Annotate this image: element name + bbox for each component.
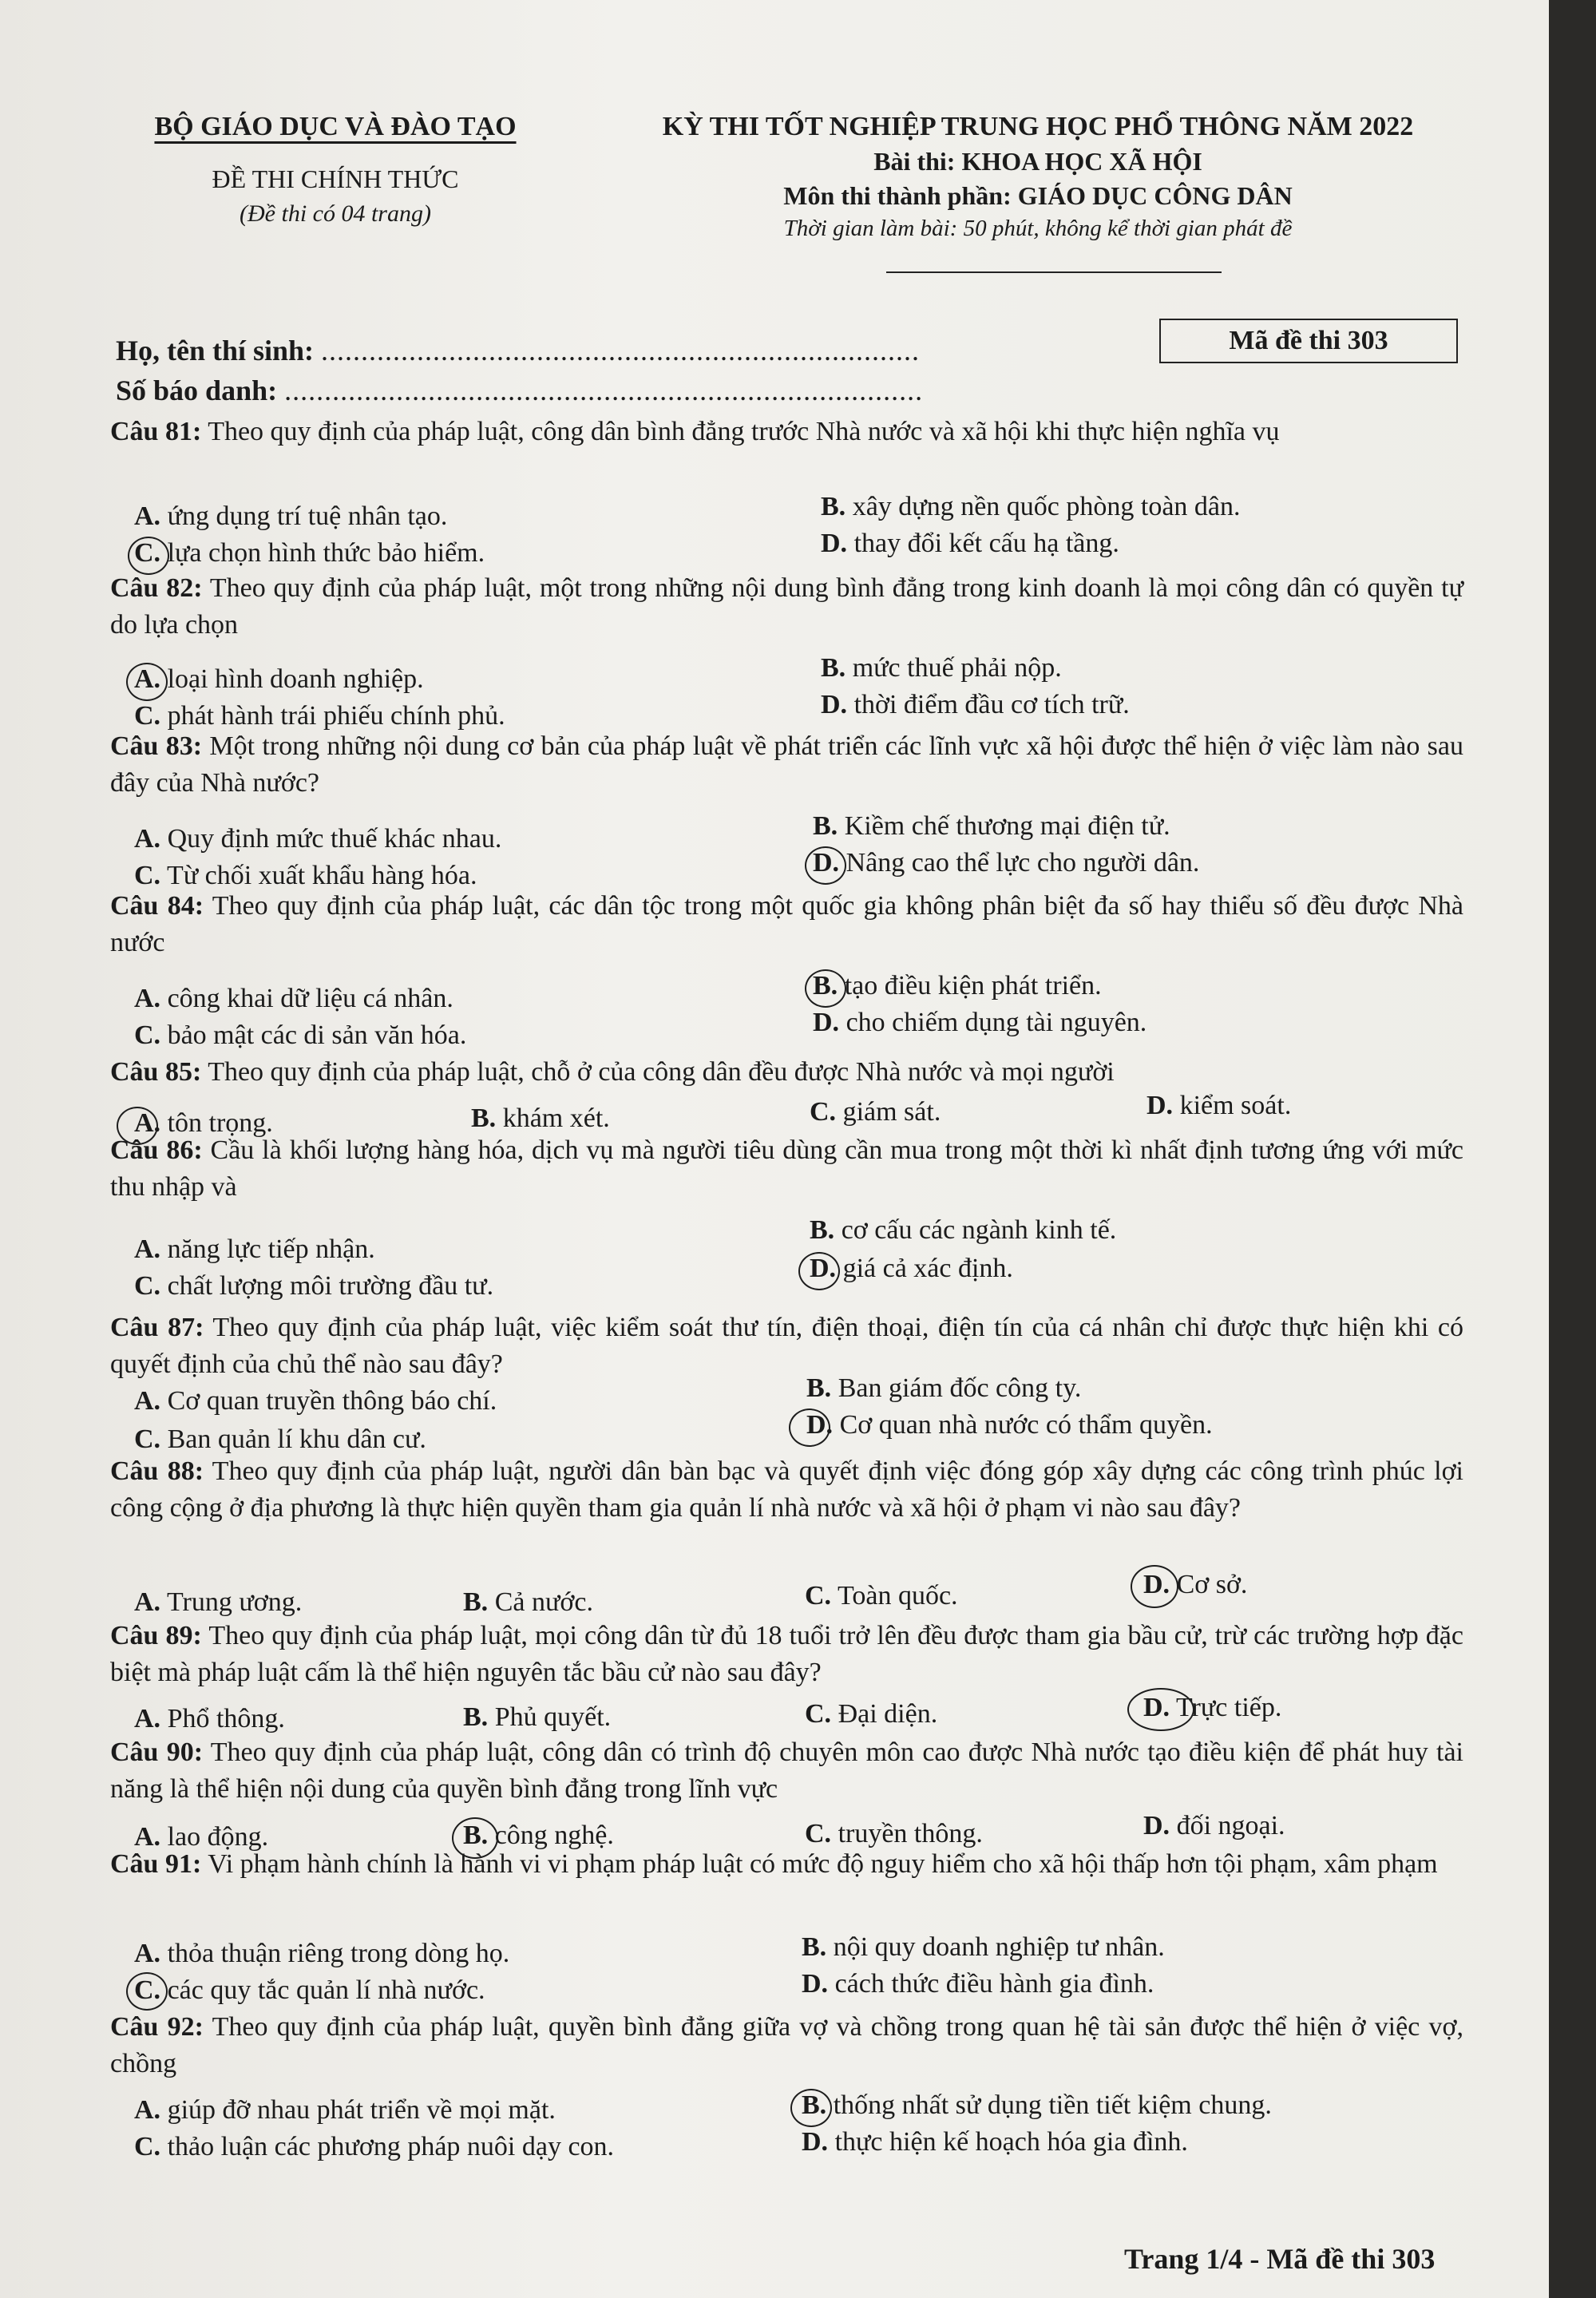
option-a: A. Trung ương. [134, 1587, 303, 1617]
option-d: D. Nâng cao thể lực cho người dân. [813, 848, 1200, 878]
paper-name: Bài thi: KHOA HỌC XÃ HỘI [873, 147, 1202, 176]
option-c: C. Toàn quốc. [805, 1581, 958, 1611]
option-d: D. cách thức điều hành gia đình. [802, 1969, 1154, 1999]
option-a: A. Phổ thông. [134, 1704, 285, 1733]
option-b: B. mức thuế phải nộp. [821, 653, 1062, 683]
option-a: A. Quy định mức thuế khác nhau. [134, 824, 502, 854]
option-d: D. thực hiện kế hoạch hóa gia đình. [802, 2127, 1188, 2157]
option-c: C. lựa chọn hình thức bảo hiểm. [134, 538, 485, 568]
option-c: C. truyền thông. [805, 1819, 983, 1848]
ministry-name: BỘ GIÁO DỤC VÀ ĐÀO TẠO [154, 112, 517, 141]
option-b: B. Ban giám đốc công ty. [806, 1373, 1082, 1403]
option-d: D. Trực tiếp. [1143, 1693, 1282, 1722]
time-note: Thời gian làm bài: 50 phút, không kể thời gian phát đề [783, 216, 1293, 241]
option-b: B. Kiềm chế thương mại điện tử. [813, 811, 1170, 841]
candidate-name-field: ........................................................................... [321, 335, 921, 366]
question-86: Câu 86: Cầu là khối lượng hàng hóa, dịch vụ mà người tiêu dùng cần mua trong một thời kì nhất định tương ứng với mức thu nhập và [110, 1135, 1463, 1202]
option-a: A. ứng dụng trí tuệ nhân tạo. [134, 501, 448, 531]
option-c: C. chất lượng môi trường đầu tư. [134, 1271, 494, 1301]
candidate-id-label: Số báo danh: [116, 374, 278, 406]
exam-title: KỲ THI TỐT NGHIỆP TRUNG HỌC PHỔ THÔNG NĂM 2022 [662, 112, 1414, 141]
question-83: Câu 83: Một trong những nội dung cơ bản của pháp luật về phát triển các lĩnh vực xã hội được thể hiện ở việc làm nào sau đây của Nhà nước? [110, 731, 1464, 798]
question-88: Câu 88: Theo quy định của pháp luật, người dân bàn bạc và quyết định việc đóng góp xây dựng các công trình phúc lợi công cộng ở địa phương là thực hiện quyền tham gia quản lí nhà nước và xã hội ở phạm vi nào sau đây? [110, 1456, 1463, 1523]
candidate-id-line [116, 374, 923, 407]
subject-name: Môn thi thành phần: GIÁO DỤC CÔNG DÂN [783, 181, 1293, 210]
exam-code-box: Mã đề thi 303 [1159, 319, 1458, 363]
option-d: D. Cơ sở. [1143, 1570, 1248, 1599]
option-d: D. giá cả xác định. [810, 1254, 1013, 1283]
option-b: B. Phủ quyết. [463, 1702, 612, 1732]
option-c: C. Ban quản lí khu dân cư. [134, 1424, 426, 1454]
question-81 [110, 414, 1463, 450]
option-b: B. thống nhất sử dụng tiền tiết kiệm chung. [802, 2090, 1272, 2120]
page-footer: Trang 1/4 - Mã đề thi 303 [1124, 2243, 1436, 2275]
option-b: B. công nghệ. [463, 1821, 614, 1850]
option-a: A. thỏa thuận riêng trong dòng họ. [134, 1939, 510, 1968]
question-90: Câu 90: Theo quy định của pháp luật, công dân có trình độ chuyên môn cao được Nhà nước tạo điều kiện để phát huy tài năng là thể hiện nội dung của quyền bình đẳng trong lĩnh vực [110, 1737, 1463, 1804]
option-a: A. công khai dữ liệu cá nhân. [134, 984, 453, 1013]
candidate-name-line [116, 334, 920, 367]
option-a: A. loại hình doanh nghiệp. [134, 664, 424, 694]
question-87: Câu 87: Theo quy định của pháp luật, việc kiểm soát thư tín, điện thoại, điện tín của cá nhân chỉ được thực hiện khi có quyết định của chủ thể nào sau đây? [110, 1313, 1463, 1379]
candidate-name-label: Họ, tên thí sinh: [116, 335, 315, 366]
option-b: B. xây dựng nền quốc phòng toàn dân. [821, 492, 1241, 521]
option-d: D. Cơ quan nhà nước có thẩm quyền. [806, 1410, 1213, 1440]
question-number: Câu 81: [110, 417, 202, 446]
option-c: C. phát hành trái phiếu chính phủ. [134, 701, 505, 731]
header-right [607, 112, 1469, 242]
question-84: Câu 84: Theo quy định của pháp luật, các dân tộc trong một quốc gia không phân biệt đa số hay thiểu số đều được Nhà nước [110, 891, 1464, 957]
option-a: A. lao động. [134, 1822, 269, 1852]
question-89: Câu 89: Theo quy định của pháp luật, mọi công dân từ đủ 18 tuổi trở lên đều được tham gia bầu cử, trừ các trường hợp đặc biệt mà pháp luật cấm là thể hiện nguyên tắc bầu cử nào sau đây? [110, 1621, 1463, 1687]
header-divider [886, 271, 1222, 273]
option-d: D. thay đổi kết cấu hạ tầng. [821, 529, 1119, 558]
candidate-id-field: ................................................................................ [284, 374, 924, 406]
option-c: C. Đại diện. [805, 1699, 938, 1729]
official-label: ĐỀ THI CHÍNH THỨC [212, 164, 459, 193]
question-text: Theo quy định của pháp luật, công dân bình đẳng trước Nhà nước và xã hội khi thực hiện nghĩa vụ [208, 417, 1280, 446]
question-85: Câu 85: Theo quy định của pháp luật, chỗ ở của công dân đều được Nhà nước và mọi người [110, 1057, 1115, 1087]
header-left [128, 112, 543, 228]
option-c: C. Từ chối xuất khẩu hàng hóa. [134, 861, 477, 890]
option-c: C. thảo luận các phương pháp nuôi dạy con. [134, 2132, 615, 2161]
option-c: C. các quy tắc quản lí nhà nước. [134, 1975, 485, 2005]
option-a: A. tôn trọng. [134, 1108, 273, 1138]
option-d: D. đối ngoại. [1143, 1811, 1285, 1840]
option-b: B. Cả nước. [463, 1587, 593, 1617]
page-count-note: (Đề thi có 04 trang) [240, 200, 431, 227]
option-d: D. thời điểm đầu cơ tích trữ. [821, 690, 1130, 719]
option-a: A. năng lực tiếp nhận. [134, 1234, 375, 1264]
question-82: Câu 82: Theo quy định của pháp luật, một trong những nội dung bình đẳng trong kinh doanh là mọi công dân có quyền tự do lựa chọn [110, 573, 1463, 640]
option-d: D. cho chiếm dụng tài nguyên. [813, 1008, 1147, 1037]
option-b: B. cơ cấu các ngành kinh tế. [810, 1215, 1117, 1245]
option-c: C. bảo mật các di sản văn hóa. [134, 1020, 467, 1050]
option-b: B. khám xét. [471, 1103, 610, 1133]
option-c: C. giám sát. [810, 1097, 941, 1127]
option-d: D. kiểm soát. [1147, 1091, 1292, 1120]
option-b: B. nội quy doanh nghiệp tư nhân. [802, 1932, 1165, 1962]
option-a: A. Cơ quan truyền thông báo chí. [134, 1386, 497, 1416]
question-91: Câu 91: Vi phạm hành chính là hành vi vi phạm pháp luật có mức độ nguy hiểm cho xã hội thấp hơn tội phạm, xâm phạm [110, 1849, 1438, 1879]
option-a: A. giúp đỡ nhau phát triển về mọi mặt. [134, 2095, 556, 2125]
question-92: Câu 92: Theo quy định của pháp luật, quyền bình đẳng giữa vợ và chồng trong quan hệ tài sản được thể hiện ở việc vợ, chồng [110, 2012, 1463, 2078]
option-b: B. tạo điều kiện phát triển. [813, 971, 1102, 1000]
background-edge [1549, 0, 1596, 2298]
